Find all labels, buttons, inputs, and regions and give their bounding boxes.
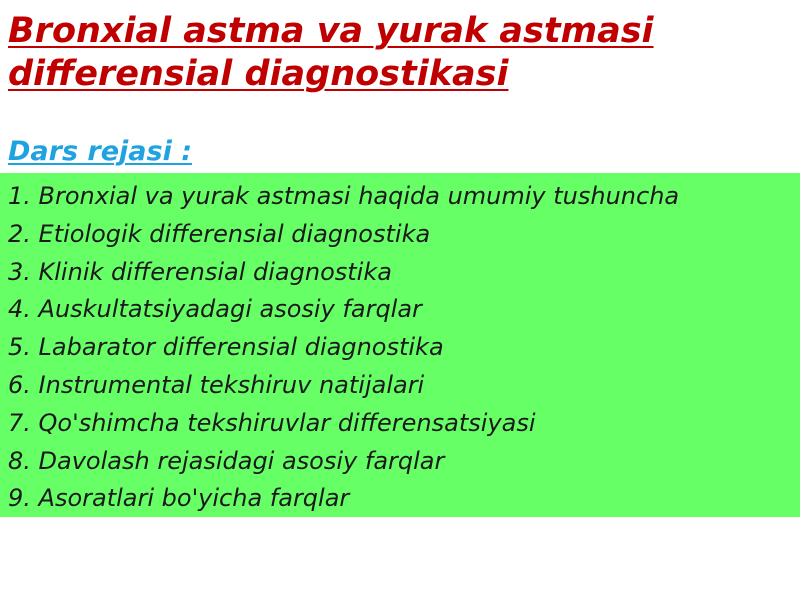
lesson-plan-item-5: 5. Labarator differensial diagnostika (8, 333, 444, 362)
lesson-plan-item-1: 1. Bronxial va yurak astmasi haqida umumiy tushuncha (8, 182, 680, 210)
lesson-plan-list (0, 173, 800, 518)
lesson-plan-item-7: 7. Qo'shimcha tekshiruvlar differensatsiyasi (8, 408, 536, 437)
slide-title (8, 10, 788, 96)
lesson-plan-item-9: 9. Asoratlari bo'yicha farqlar (8, 484, 350, 513)
lesson-plan-item-2: 2. Etiologik differensial diagnostika (8, 219, 431, 248)
lesson-plan-item-6: 6. Instrumental tekshiruv natijalari (8, 370, 425, 399)
lesson-plan-box (0, 173, 800, 517)
title-line-1: Bronxial astma va yurak astmasi (8, 11, 654, 51)
lesson-plan-item-4: 4. Auskultatsiyadagi asosiy farqlar (8, 295, 422, 324)
lesson-plan-item-3: 3. Klinik differensial diagnostika (8, 257, 392, 286)
lesson-plan-item-8: 8. Davolash rejasidagi asosiy farqlar (8, 446, 445, 475)
lesson-plan-heading: Dars rejasi : (8, 136, 193, 167)
title-line-2: differensial diagnostikasi (8, 54, 509, 94)
